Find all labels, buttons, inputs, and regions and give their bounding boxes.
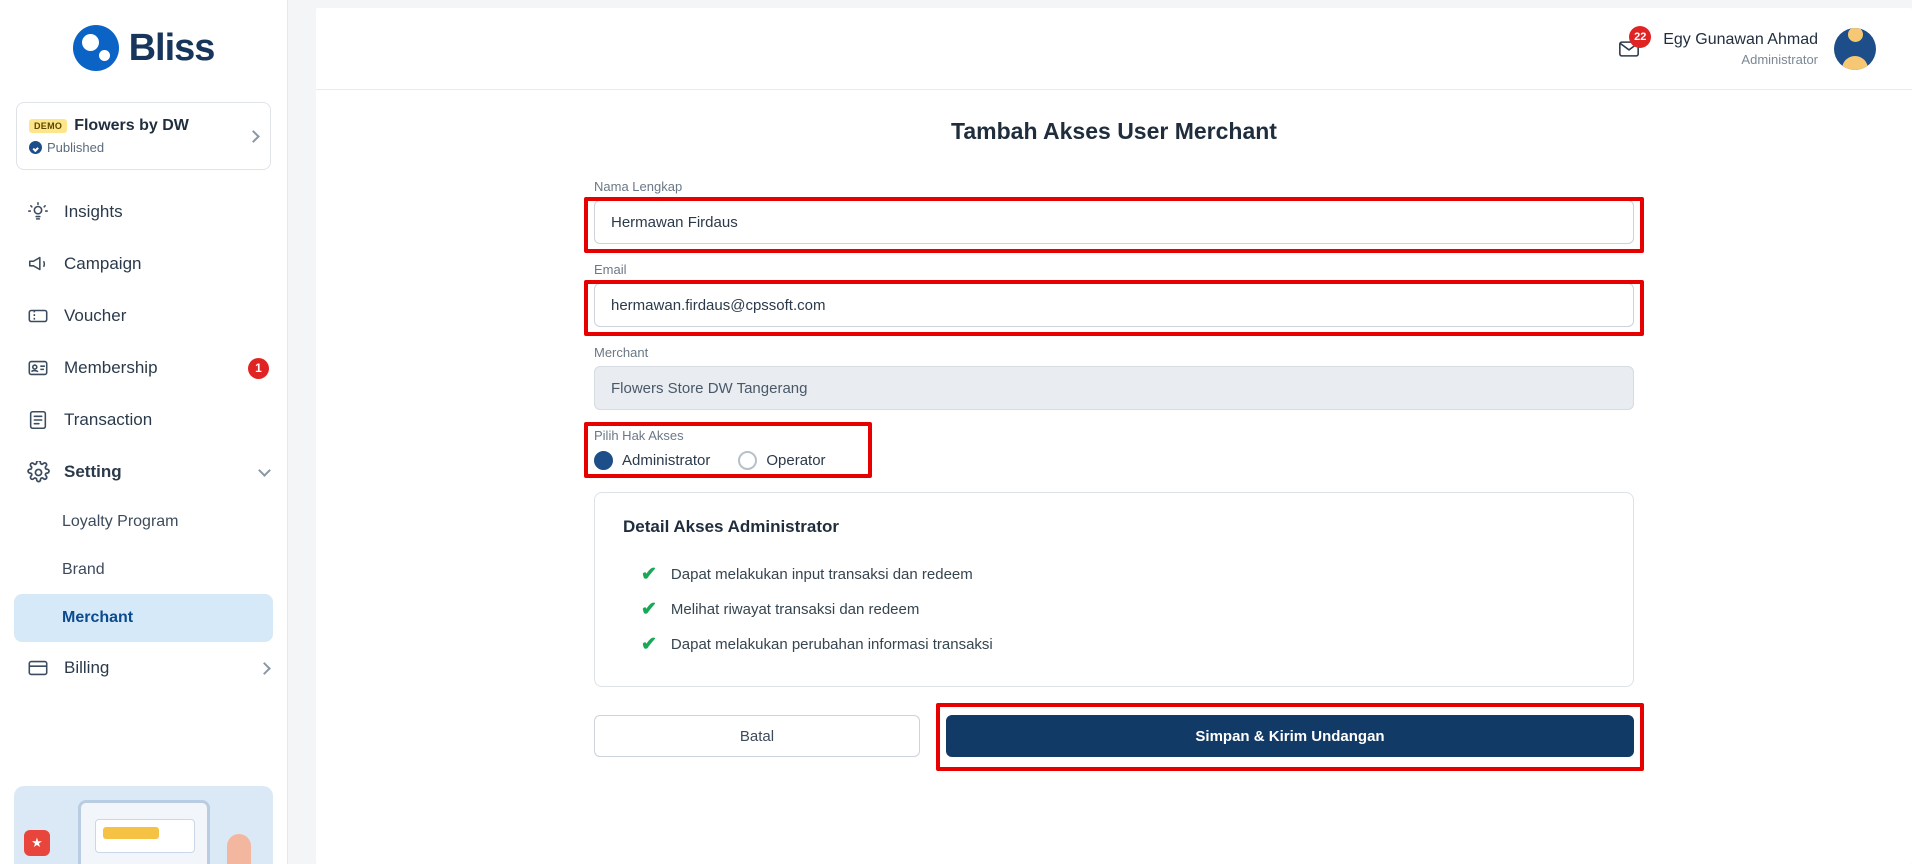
sidebar-item-brand[interactable]: [0, 546, 287, 594]
field-label: Email: [594, 262, 627, 277]
content-card: [316, 8, 1912, 864]
access-detail-item: [623, 557, 1605, 592]
radio-administrator-label: Administrator: [622, 452, 711, 469]
promo-laptop-illustration: [78, 800, 210, 864]
promo-chip-decor: [103, 827, 159, 839]
radio-operator-indicator: [738, 451, 757, 470]
field-nama-lengkap: [594, 179, 1634, 244]
store-info: [29, 117, 249, 155]
radio-administrator-indicator: [594, 451, 613, 470]
merchant-input: [594, 366, 1634, 410]
avatar[interactable]: [1834, 28, 1876, 70]
access-detail-text: Melihat riwayat transaksi dan redeem: [670, 601, 920, 618]
radio-operator[interactable]: [738, 451, 825, 470]
sidebar-subitem-label: Loyalty Program: [62, 513, 179, 530]
sidebar-item-label: Billing: [64, 658, 110, 677]
avatar-head-decor: [1848, 28, 1863, 43]
sidebar-item-loyalty-program[interactable]: [0, 498, 287, 546]
form-area: [316, 90, 1912, 757]
access-detail-title: Detail Akses Administrator: [623, 517, 840, 536]
store-status-label: Published: [47, 140, 105, 155]
store-title-row: [29, 117, 249, 135]
sidebar-item-label: Setting: [64, 462, 122, 481]
check-icon: ✔: [641, 564, 657, 585]
avatar-body-decor: [1842, 56, 1868, 70]
nama-lengkap-input[interactable]: [594, 200, 1634, 244]
promo-banner[interactable]: [14, 786, 273, 864]
sidebar-item-label: Insights: [64, 202, 123, 221]
access-detail-box: [594, 492, 1634, 687]
field-label: Nama Lengkap: [594, 179, 683, 194]
membership-icon: [26, 356, 50, 380]
form: [594, 179, 1634, 757]
user-name: Egy Gunawan Ahmad: [1663, 30, 1818, 48]
promo-badge-icon: ★: [24, 830, 50, 856]
avatar-figure: [1834, 28, 1876, 70]
mail-count-badge: 22: [1629, 26, 1651, 48]
main-area: [288, 0, 1912, 864]
submit-button[interactable]: Simpan & Kirim Undangan: [946, 715, 1634, 757]
billing-icon: [26, 656, 50, 680]
cancel-button[interactable]: Batal: [594, 715, 920, 757]
sidebar-item-setting[interactable]: [0, 446, 287, 498]
access-detail-text: Dapat melakukan perubahan informasi transaksi: [670, 636, 993, 653]
check-icon: ✔: [641, 599, 657, 620]
access-detail-text: Dapat melakukan input transaksi dan redeem: [670, 566, 973, 583]
insights-icon: [26, 200, 50, 224]
campaign-icon: [26, 252, 50, 276]
app-logo[interactable]: [0, 0, 287, 96]
user-role: Administrator: [1741, 51, 1818, 67]
access-radio-group: [594, 428, 852, 470]
sidebar-item-voucher[interactable]: [0, 290, 287, 342]
sidebar-item-label: Campaign: [64, 254, 142, 273]
field-merchant: [594, 345, 1634, 410]
store-switcher[interactable]: [16, 102, 271, 170]
sidebar-nav: [0, 186, 287, 694]
field-email: [594, 262, 1634, 327]
sidebar-item-label: Transaction: [64, 410, 153, 429]
sidebar-subitem-label: Brand: [62, 561, 105, 578]
sidebar-item-label: Voucher: [64, 306, 127, 325]
radio-administrator[interactable]: [594, 451, 710, 470]
sidebar-item-label: Membership: [64, 358, 158, 377]
chevron-right-icon: [258, 662, 271, 675]
sidebar-item-billing[interactable]: [0, 642, 287, 694]
sidebar-item-merchant[interactable]: [14, 594, 273, 642]
access-group-label: Pilih Hak Akses: [594, 428, 684, 443]
transaction-icon: [26, 408, 50, 432]
published-check-icon: [29, 141, 42, 154]
page-title: Tambah Akses User Merchant: [951, 118, 1277, 144]
check-icon: ✔: [641, 634, 657, 655]
access-detail-item: [623, 627, 1605, 662]
logo-text: Bliss: [128, 26, 215, 69]
sidebar-item-campaign[interactable]: [0, 238, 287, 290]
chevron-right-icon: [247, 130, 260, 143]
field-label: Merchant: [594, 345, 649, 360]
sidebar-item-membership[interactable]: [0, 342, 287, 394]
mail-button[interactable]: [1611, 30, 1647, 65]
voucher-icon: [26, 304, 50, 328]
form-actions: [594, 715, 1634, 757]
gear-icon: [26, 460, 50, 484]
promo-person-decor: [227, 834, 251, 864]
membership-badge: 1: [248, 358, 269, 379]
access-detail-item: [623, 592, 1605, 627]
user-info[interactable]: [1663, 29, 1818, 68]
store-name: Flowers by DW: [74, 117, 189, 134]
store-status: [29, 140, 249, 155]
email-input[interactable]: [594, 283, 1634, 327]
access-options-row: [594, 451, 852, 470]
radio-operator-label: Operator: [766, 452, 826, 469]
sidebar: [0, 0, 288, 864]
bliss-logo-icon: [73, 25, 119, 71]
sidebar-item-transaction[interactable]: [0, 394, 287, 446]
topbar: [316, 8, 1912, 90]
sidebar-subitem-label: Merchant: [62, 609, 134, 626]
sidebar-item-insights[interactable]: [0, 186, 287, 238]
chevron-down-icon: [258, 464, 271, 477]
demo-badge: DEMO: [29, 119, 67, 133]
